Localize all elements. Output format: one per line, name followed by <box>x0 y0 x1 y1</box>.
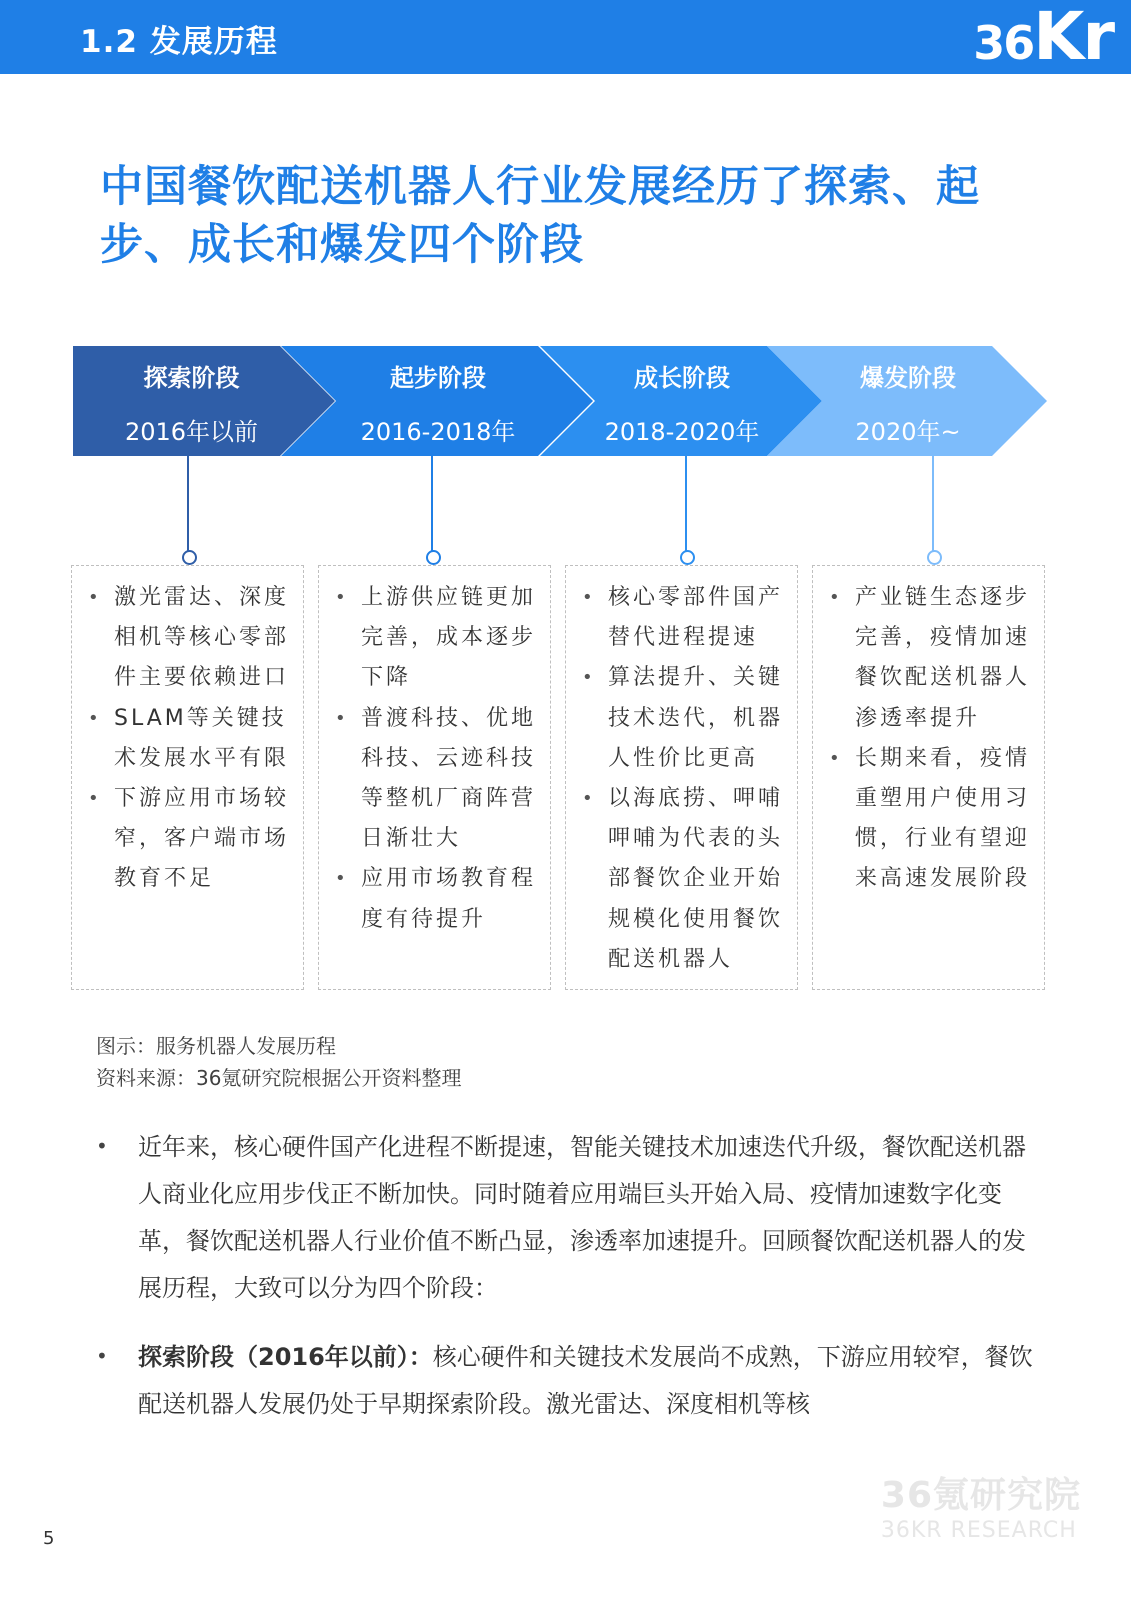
stage-name: 起步阶段 <box>390 364 486 392</box>
watermark-cn: 36氪研究院 <box>880 1475 1081 1516</box>
logo-number: 36 <box>973 16 1034 70</box>
body-paragraph-2 <box>96 1334 1036 1428</box>
stage-name: 爆发阶段 <box>860 364 956 392</box>
stage-period: 2016-2018年 <box>360 418 516 446</box>
source-label: 资料来源：36氪研究院根据公开资料整理 <box>96 1066 462 1090</box>
page-header <box>0 0 1131 74</box>
figure-label: 图示：服务机器人发展历程 <box>96 1034 336 1058</box>
list-item: • 产业链生态逐步完善，疫情加速餐饮配送机器人渗透率提升 <box>813 578 1034 739</box>
stage-arrow-3 <box>767 346 1047 456</box>
list-item: • 激光雷达、深度相机等核心零部件主要依赖进口 <box>72 578 293 699</box>
body-paragraph-1 <box>96 1124 1036 1312</box>
list-item: • 长期来看，疫情重塑用户使用习惯，行业有望迎来高速发展阶段 <box>813 739 1034 900</box>
bullet-dot: • <box>96 1134 108 1158</box>
stage-points-list <box>72 566 303 900</box>
connector-line <box>685 456 687 551</box>
paragraph-text: 近年来，核心硬件国产化进程不断提速，智能关键技术加速迭代升级，餐饮配送机器人商业化应用步伐正不断加快。同时随着应用端巨头开始入局、疫情加速数字化变革，餐饮配送机器人行业价值不断凸显，渗透率加速提升。回顾餐饮配送机器人的发展历程，大致可以分为四个阶段： <box>138 1133 1026 1302</box>
section-title: 1.2 发展历程 <box>80 24 278 60</box>
paragraph-text: 核心硬件和关键技术发展尚不成熟，下游应用较窄，餐饮配送机器人发展仍处于早期探索阶段。激光雷达、深度相机等核 <box>138 1343 1033 1418</box>
watermark-en: 36KR RESEARCH <box>880 1518 1077 1543</box>
list-item: • 上游供应链更加完善，成本逐步下降 <box>319 578 540 699</box>
stage-points-list <box>813 566 1044 900</box>
connector-dot <box>182 550 197 565</box>
stage-detail-box-2 <box>565 565 798 990</box>
watermark <box>881 1474 1081 1544</box>
page-number: 5 <box>43 1528 55 1549</box>
connector-dot <box>927 550 942 565</box>
stage-detail-box-1 <box>318 565 551 990</box>
paragraph-lead: 探索阶段（2016年以前）： <box>138 1343 433 1371</box>
connector-dot <box>426 550 441 565</box>
figure-caption <box>96 1030 461 1094</box>
list-item: • 以海底捞、呷哺呷哺为代表的头部餐饮企业开始规模化使用餐饮配送机器人 <box>566 779 787 980</box>
stage-name: 探索阶段 <box>143 364 240 392</box>
connector-line <box>431 456 433 551</box>
connector-line <box>932 456 934 551</box>
stage-name: 成长阶段 <box>634 364 730 392</box>
brand-logo <box>973 0 1113 74</box>
connector-line <box>187 456 189 551</box>
stage-period: 2018-2020年 <box>604 418 760 446</box>
logo-letters: Kr <box>1033 0 1113 75</box>
stage-points-list <box>319 566 550 940</box>
stage-detail-box-3 <box>812 565 1045 990</box>
main-title: 中国餐饮配送机器人行业发展经历了探索、起步、成长和爆发四个阶段 <box>100 162 980 270</box>
connector-dot <box>680 550 695 565</box>
stage-period: 2016年以前 <box>124 418 259 446</box>
list-item: • 下游应用市场较窄，客户端市场教育不足 <box>72 779 293 900</box>
list-item: • 算法提升、关键技术迭代，机器人性价比更高 <box>566 658 787 779</box>
list-item: • 核心零部件国产替代进程提速 <box>566 578 787 658</box>
stage-points-list <box>566 566 797 980</box>
list-item: • 普渡科技、优地科技、云迹科技等整机厂商阵营日渐壮大 <box>319 699 540 860</box>
stage-period: 2020年~ <box>855 418 961 446</box>
list-item: • 应用市场教育程度有待提升 <box>319 859 540 939</box>
bullet-dot: • <box>96 1344 108 1368</box>
stage-detail-box-0 <box>71 565 304 990</box>
list-item: • SLAM等关键技术发展水平有限 <box>72 699 293 779</box>
